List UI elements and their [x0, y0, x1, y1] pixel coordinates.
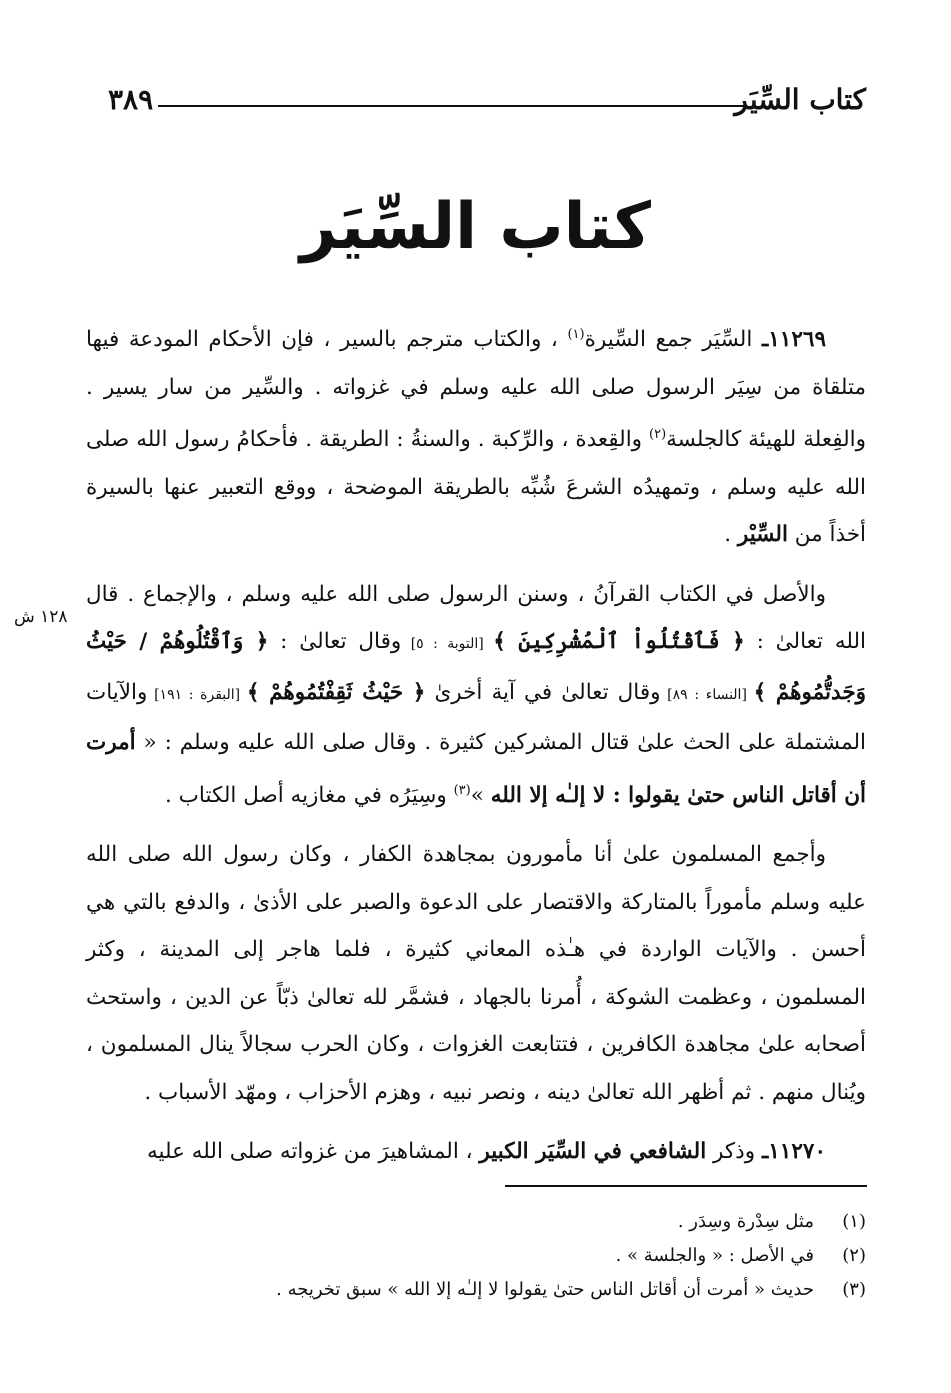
- paragraph-1269: [86, 311, 866, 559]
- paragraph-text: »: [470, 782, 491, 808]
- verse-reference: [النساء : ٨٩]: [660, 686, 754, 703]
- paragraph-1270: [86, 1128, 866, 1176]
- running-title: كتاب السِّيَر: [734, 83, 866, 116]
- quran-verse: ﴿ حَيْثُ ثَقِفْتُمُوهُمْ ﴾: [246, 679, 426, 705]
- footnote-number: (١): [842, 1211, 866, 1232]
- footnote-text: في الأصل : « والجلسة » .: [615, 1245, 814, 1266]
- entry-number: ١١٢٧٠ـ: [761, 1139, 826, 1165]
- footnote-mark[interactable]: (٣): [453, 782, 471, 798]
- page-number: ٣٨٩: [108, 83, 154, 116]
- paragraph-text: .: [724, 522, 738, 548]
- main-text: [86, 311, 866, 1188]
- header-rule: [158, 105, 744, 107]
- footnote-mark[interactable]: (٢): [649, 427, 667, 443]
- paragraph-text: وقال تعالىٰ في آية أخرىٰ: [425, 679, 661, 705]
- bold-term: الشافعي في السِّيَر الكبير: [479, 1139, 707, 1165]
- paragraph-text: والأصل في الكتاب القرآنُ ، وسنن الرسول صلى الله عليه وسلم ، والإجماع . قال الله تعالىٰ :: [86, 581, 866, 655]
- margin-note: ١٢٨ ش: [14, 607, 68, 627]
- footnote-rule: [505, 1185, 867, 1187]
- paragraph-text: وقال تعالىٰ :: [268, 629, 402, 655]
- bold-term: السِّيْر: [737, 522, 788, 548]
- footnote-mark[interactable]: (١): [567, 327, 585, 342]
- paragraph-text: وذكر: [706, 1139, 762, 1165]
- quran-verse: ﴿ فَٱقْتُلُواْ ٱلْمُشْرِكِينَ ﴾: [493, 629, 745, 655]
- paragraph-text: والآيات المشتملة على الحث علىٰ قتال المشركين كثيرة . وقال صلى الله عليه وسلم : «: [86, 679, 866, 756]
- paragraph-text: السِّيَر جمع السِّيرة: [584, 327, 762, 353]
- footnotes: [86, 1205, 866, 1307]
- footnote-number: (٣): [842, 1279, 866, 1300]
- paragraph-text: وسِيَرُه في مغازيه أصل الكتاب .: [165, 782, 454, 808]
- running-header: [108, 80, 866, 124]
- chapter-title: كتاب السِّيَر: [300, 190, 651, 264]
- verse-reference: [التوبة : ٥]: [401, 636, 494, 653]
- paragraph-text: والقِعدة ، والرِّكبة . والسنةُ : الطريقة . فأحكامُ رسول الله صلى الله عليه وسلم ، وتمهيدُه الشرعَ شُبِّه بالطريقة الموضحة ، ووقع التعبير عنها بالسيرة أخذاً من: [86, 427, 866, 548]
- footnote-number: (٢): [842, 1245, 866, 1266]
- footnote-text: مثل سِدْرة وسِدَر .: [677, 1211, 814, 1232]
- paragraph-origin: [86, 571, 866, 820]
- entry-number: ١١٢٦٩ـ: [761, 327, 826, 353]
- hadith-quote: أمرت أن أقاتل الناس حتىٰ يقولوا : لا إلـٰه إلا الله: [86, 730, 866, 808]
- paragraph-consensus: [86, 831, 866, 1116]
- verse-reference: [البقرة : ١٩١]: [147, 686, 247, 703]
- footnote-2: [86, 1239, 866, 1273]
- footnote-3: [86, 1273, 866, 1307]
- paragraph-text: ، والكتاب مترجم بالسير ، فإن الأحكام المودعة فيها متلقاة من سِيَر الرسول صلى الله عليه وسلم في غزواته . والسِّير من سار يسير . والفِعلة للهيئة كالجلسة: [86, 327, 866, 453]
- footnote-1: [86, 1205, 866, 1239]
- quran-verse: ﴿ وَٱقْتُلُوهُمْ / حَيْثُ وَجَدتُّمُوهُمْ ﴾: [86, 629, 866, 705]
- paragraph-text: ، المشاهيرَ من غزواته صلى الله عليه: [146, 1139, 480, 1165]
- paragraph-text: وأجمع المسلمون علىٰ أنا مأمورون بمجاهدة الكفار ، وكان رسول الله صلى الله عليه وسلم مأموراً بالمتاركة والاقتصار على الدعوة والصبر على الأذىٰ ، والدفع بالتي هي أحسن . والآيات الواردة في هـٰذه المعاني كثيرة ، فلما هاجر إلى المدينة ، وكثر المسلمون ، وعظمت الشوكة ، أُمرنا بالجهاد ، فشمَّر لله تعالىٰ ذبّاً عن الدين ، واستحث أصحابه علىٰ مجاهدة الكافرين ، فتتابعت الغزوات ، وكان الحرب سجالاً ينال المسلمون ، ويُنال منهم . ثم أظهر الله تعالىٰ دينه ، ونصر نبيه ، وهزم الأحزاب ، ومهّد الأسباب .: [86, 842, 866, 1105]
- footnote-text: حديث « أمرت أن أقاتل الناس حتىٰ يقولوا لا إلـٰه إلا الله » سبق تخريجه .: [276, 1279, 814, 1300]
